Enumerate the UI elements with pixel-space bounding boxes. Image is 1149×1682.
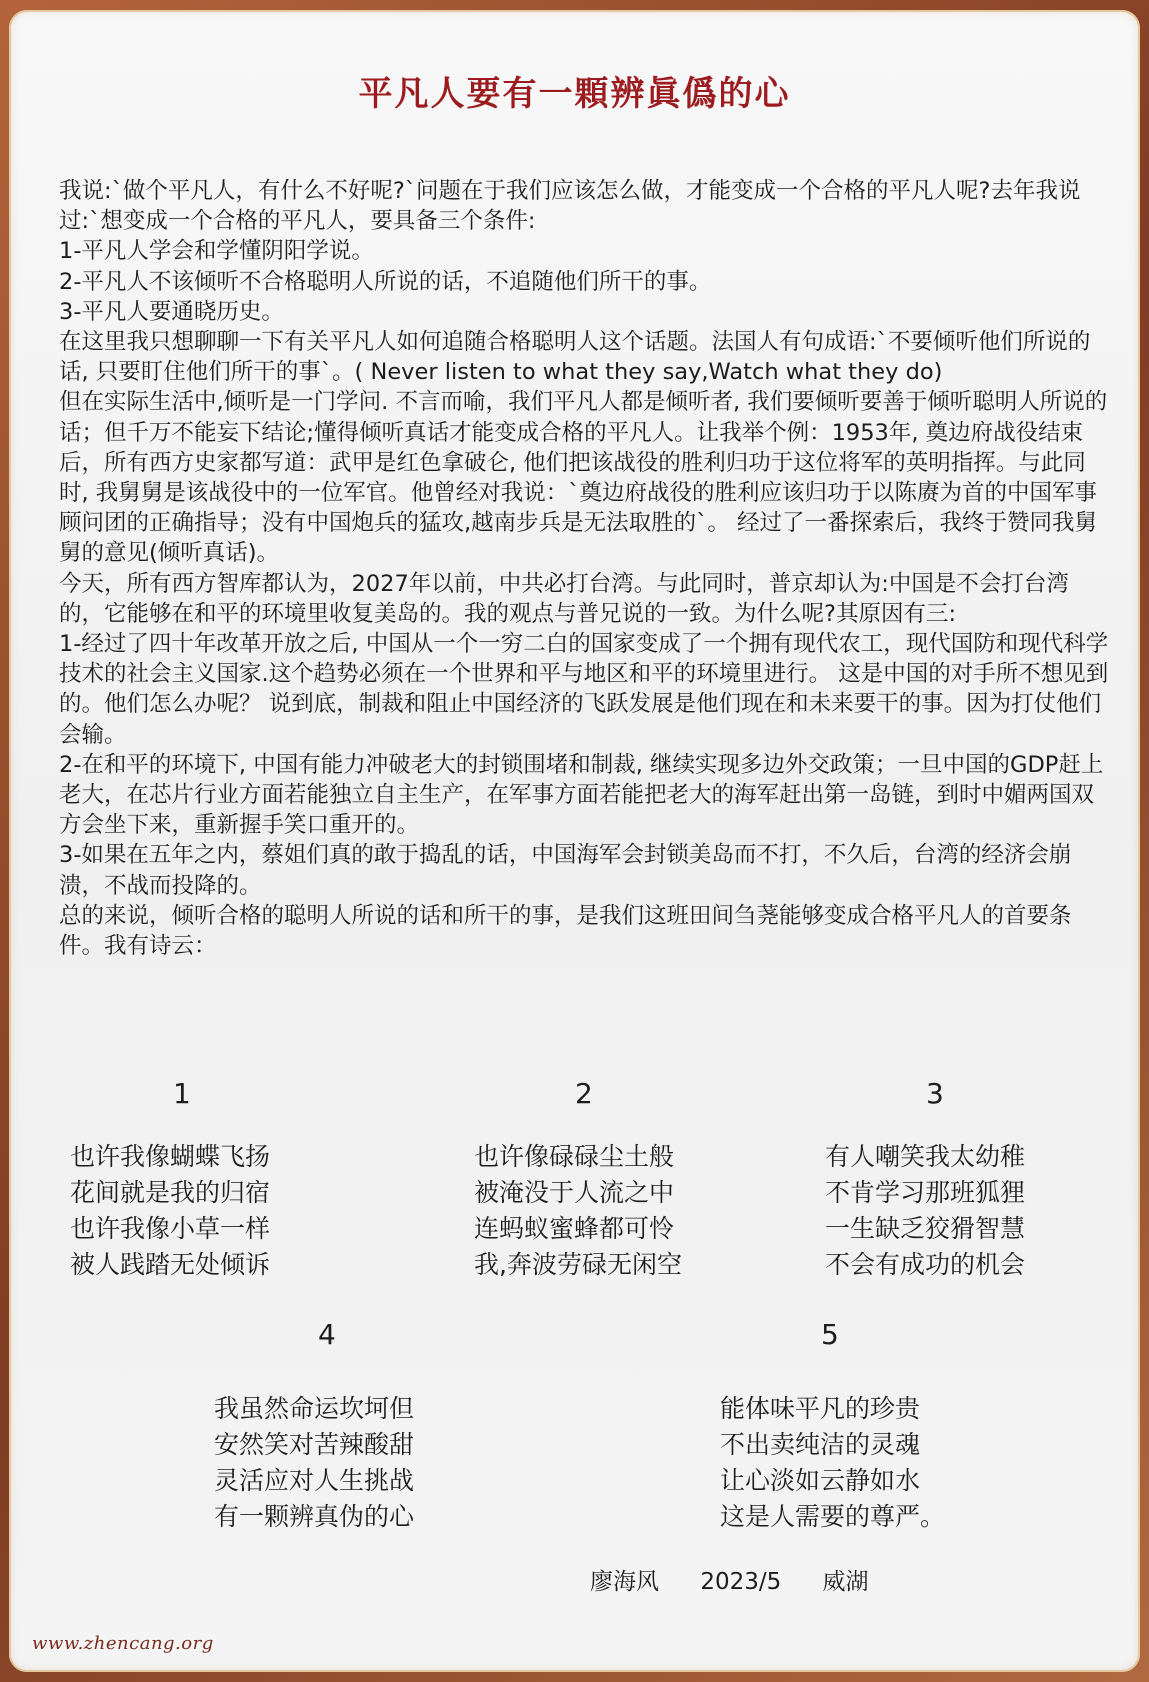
poem-line: 我虽然命运坎坷但 [214, 1394, 415, 1423]
poem-line: 灵活应对人生挑战 [214, 1466, 415, 1495]
poem-line: 不会有成功的机会 [825, 1250, 1026, 1279]
poem-line: 让心淡如云静如水 [720, 1466, 921, 1495]
poem-line: 一生缺乏狡猾智慧 [825, 1214, 1026, 1243]
paragraph: 3-平凡人要通晓历史。 [59, 298, 284, 325]
paragraph: 总的来说，倾听合格的聪明人所说的话和所干的事，是我们这班田间刍荛能够变成合格平凡人的首要条件。我有诗云： [59, 902, 1072, 960]
site-watermark: www.zhencang.org [32, 1633, 214, 1654]
paragraph: 在这里我只想聊聊一下有关平凡人如何追随合格聪明人这个话题。法国人有句成语:`不要倾听他们所说的话, 只要盯住他们所干的事`。( Never listen to what they say,Watch what they do) [59, 329, 1091, 386]
poem-line: 有一颗辨真伪的心 [214, 1502, 415, 1531]
poem-stanza-3 [825, 1139, 1025, 1283]
poem-number: 5 [821, 1318, 839, 1351]
paragraph: 1-经过了四十年改革开放之后, 中国从一个一穷二白的国家变成了一个拥有现代农工，现代国防和现代科学技术的社会主义国家.这个趋势必须在一个世界和平与地区和平的环境里进行。 这是中国的对手所不想见到的。他们怎么办呢？ 说到底，制裁和阻止中国经济的飞跃发展是他们现在和未来要干的事。因为打仗他们会输。 [59, 631, 1109, 748]
poem-line: 安然笑对苦辣酸甜 [214, 1430, 415, 1459]
date: 2023/5 [700, 1569, 782, 1595]
poem-number: 4 [318, 1318, 336, 1351]
poem-line: 也许我像蝴蝶飞扬 [70, 1142, 271, 1171]
poem-number: 1 [173, 1077, 191, 1110]
poem-line: 我,奔波劳碌无闲空 [474, 1250, 682, 1279]
paragraph: 3-如果在五年之内，蔡姐们真的敢于捣乱的话，中国海军会封锁美岛而不打，不久后，台湾的经济会崩溃，不战而投降的。 [59, 842, 1072, 899]
poem-number: 3 [926, 1077, 944, 1110]
poem-line: 也许我像小草一样 [70, 1214, 271, 1243]
poem-number: 2 [575, 1077, 593, 1110]
place: 威湖 [822, 1569, 869, 1595]
poem-line: 花间就是我的归宿 [70, 1178, 271, 1207]
poem-stanza-1 [70, 1139, 270, 1283]
poem-line: 被人践踏无处倾诉 [70, 1250, 271, 1279]
author-name: 廖海风 [590, 1569, 659, 1595]
poem-line: 能体味平凡的珍贵 [720, 1394, 921, 1423]
poem-line: 不出卖纯洁的灵魂 [720, 1430, 921, 1459]
poem-stanza-4 [214, 1391, 414, 1535]
poem-line: 这是人需要的尊严。 [720, 1502, 946, 1531]
paragraph: 2-在和平的环境下, 中国有能力冲破老大的封锁围堵和制裁, 继续实现多边外交政策；一旦中国的GDP赶上老大，在芯片行业方面若能独立自主生产，在军事方面若能把老大的海军赶出第一岛链，到时中媚两国双方会坐下来，重新握手笑口重开的。 [59, 751, 1104, 839]
paragraph: 今天，所有西方智库都认为，2027年以前，中共必打台湾。与此同时，普京却认为:中国是不会打台湾的，它能够在和平的环境里收复美岛的。我的观点与普兄说的一致。为什么呢?其原因有三: [59, 570, 1069, 627]
paragraph: 2-平凡人不该倾听不合格聪明人所说的话，不追随他们所干的事。 [59, 268, 712, 295]
poem-line: 也许像碌碌尘土般 [474, 1142, 675, 1171]
paragraph: 我说:`做个平凡人，有什么不好呢?`问题在于我们应该怎么做，才能变成一个合格的平凡人呢?去年我说过:`想变成一个合格的平凡人，要具备三个条件: [59, 178, 1081, 235]
article-body [59, 176, 1111, 961]
poem-stanza-2 [474, 1139, 682, 1283]
poem-line: 被淹没于人流之中 [474, 1178, 675, 1207]
poem-line: 有人嘲笑我太幼稚 [825, 1142, 1026, 1171]
paragraph: 但在实际生活中,倾听是一门学问. 不言而喻，我们平凡人都是倾听者, 我们要倾听要善于倾听聪明人所说的话；但千万不能妄下结论;懂得倾听真话才能变成合格的平凡人。让我举个例：1953年, 奠边府战役结束后，所有西方史家都写道：武甲是红色拿破仑, 他们把该战役的胜利归功于这位将军的英明指挥。与此同时, 我舅舅是该战役中的一位军官。他曾经对我说：`奠边府战役的胜利应该归功于以陈赓为首的中国军事顾问团的正确指导；没有中国炮兵的猛攻,越南步兵是无法取胜的`。 经过了一番探索后，我终于赞同我舅舅的意见(倾听真话)。 [59, 389, 1108, 567]
poem-stanza-5 [720, 1391, 945, 1535]
poem-line: 不肯学习那班狐狸 [825, 1178, 1026, 1207]
signature [590, 1563, 903, 1596]
document-title: 平凡人要有一顆辨眞僞的心 [358, 74, 791, 114]
poem-line: 连蚂蚁蜜蜂都可怜 [474, 1214, 675, 1243]
paragraph: 1-平凡人学会和学懂阴阳学说。 [59, 238, 374, 265]
